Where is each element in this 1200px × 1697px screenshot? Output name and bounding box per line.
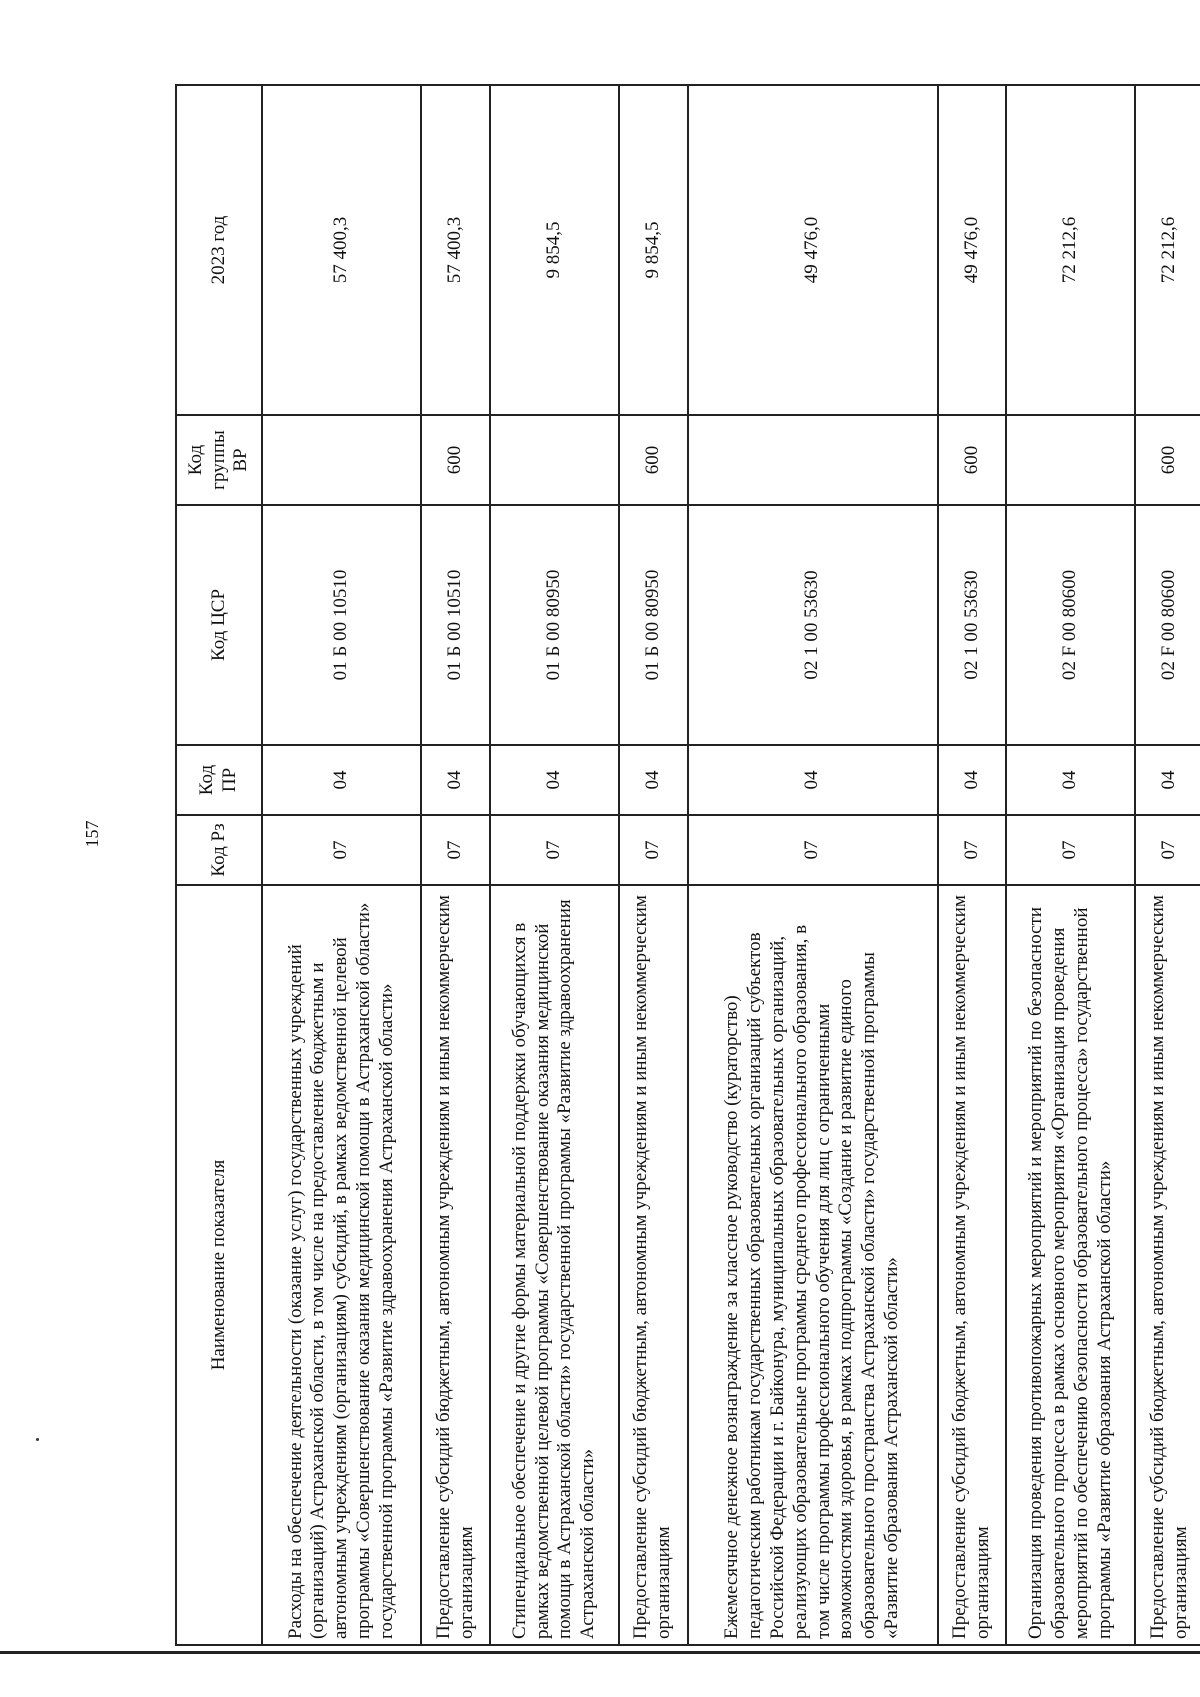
row-pr: 04 — [490, 745, 619, 815]
row-name: Стипендиальное обеспечение и другие формы материальной поддержки обучающихся в рамках ведомственной целевой программы «Совершенствование оказания медицинской помощи в Астраханской области» государственной программы «Развитие здравоохранения Астраханской области» — [490, 885, 619, 1645]
row-csr: 01 Б 00 80950 — [490, 505, 619, 745]
table-row — [262, 85, 421, 1645]
page-number: 157 — [82, 820, 102, 848]
scan-edge-line — [0, 1651, 1200, 1654]
row-pr: 04 — [938, 745, 1007, 815]
row-pr: 04 — [262, 745, 421, 815]
row-sum: 72 212,6 — [1006, 85, 1135, 415]
row-sum: 57 400,3 — [421, 85, 490, 415]
row-rz: 07 — [262, 815, 421, 885]
table-row — [938, 85, 1007, 1645]
header-rz: Код Рз — [176, 815, 262, 885]
row-name: Предоставление субсидий бюджетным, автономным учреждениям и иным некоммерческим организациям — [421, 885, 490, 1645]
row-vr: 600 — [1135, 415, 1200, 505]
table-row — [1006, 85, 1135, 1645]
row-pr: 04 — [421, 745, 490, 815]
row-rz: 07 — [421, 815, 490, 885]
header-pr: Код ПР — [176, 745, 262, 815]
row-vr: 600 — [938, 415, 1007, 505]
table-row — [619, 85, 688, 1645]
row-vr — [1006, 415, 1135, 505]
row-name: Предоставление субсидий бюджетным, автономным учреждениям и иным некоммерческим организациям — [938, 885, 1007, 1645]
header-sum: 2023 год — [176, 85, 262, 415]
row-csr: 02 F 00 80600 — [1006, 505, 1135, 745]
row-csr: 01 Б 00 10510 — [262, 505, 421, 745]
row-pr: 04 — [1135, 745, 1200, 815]
row-csr: 01 Б 00 80950 — [619, 505, 688, 745]
row-vr — [490, 415, 619, 505]
header-name: Наименование показателя — [176, 885, 262, 1645]
row-pr: 04 — [619, 745, 688, 815]
row-csr: 02 F 00 80600 — [1135, 505, 1200, 745]
row-rz: 07 — [619, 815, 688, 885]
row-rz: 07 — [938, 815, 1007, 885]
row-csr: 01 Б 00 10510 — [421, 505, 490, 745]
row-vr: 600 — [421, 415, 490, 505]
row-rz: 07 — [1006, 815, 1135, 885]
table-row — [688, 85, 938, 1645]
row-name: Организация проведения противопожарных мероприятий и мероприятий по безопасности образовательного процесса в рамках основного мероприятия «Организация проведения мероприятий по обеспечению безопасности образовательного процесса» государственной программы «Развитие образования Астраханской области» — [1006, 885, 1135, 1645]
row-sum: 49 476,0 — [938, 85, 1007, 415]
row-name: Расходы на обеспечение деятельности (оказание услуг) государственных учреждений (организаций) Астраханской области, в том числе на предоставление бюджетным и автономным учреждениям (организациям) субсидий, в рамках ведомственной целевой программы «Совершенствование оказания медицинской помощи в Астраханской области» государственной программы «Развитие здравоохранения Астраханской области» — [262, 885, 421, 1645]
row-name: Ежемесячное денежное вознаграждение за классное руководство (кураторство) педагогическим работникам государственных образовательных организаций субъектов Российской Федерации и г. Байконура, муниципальных образовательных организаций, реализующих образовательные программы среднего профессионального образования, в том числе программы профессионального обучения для лиц с ограниченными возможностями здоровья, в рамках подпрограммы «Создание и развитие единого образовательного пространства Астраханской области» государственной программы «Развитие образования Астраханской области» — [688, 885, 938, 1645]
row-vr — [688, 415, 938, 505]
row-rz: 07 — [490, 815, 619, 885]
table-header-row — [176, 85, 262, 1645]
budget-table — [175, 84, 1200, 1646]
row-csr: 02 1 00 53630 — [938, 505, 1007, 745]
row-csr: 02 1 00 53630 — [688, 505, 938, 745]
row-pr: 04 — [688, 745, 938, 815]
table-row — [490, 85, 619, 1645]
row-rz: 07 — [1135, 815, 1200, 885]
row-rz: 07 — [688, 815, 938, 885]
row-pr: 04 — [1006, 745, 1135, 815]
header-csr: Код ЦСР — [176, 505, 262, 745]
row-sum: 9 854,5 — [619, 85, 688, 415]
scan-speck — [36, 1438, 39, 1441]
header-vr: Код группы ВР — [176, 415, 262, 505]
row-sum: 9 854,5 — [490, 85, 619, 415]
row-vr — [262, 415, 421, 505]
row-vr: 600 — [619, 415, 688, 505]
row-name: Предоставление субсидий бюджетным, автономным учреждениям и иным некоммерческим организациям — [1135, 885, 1200, 1645]
table-row — [421, 85, 490, 1645]
rotated-table-area — [175, 86, 1200, 1646]
row-name: Предоставление субсидий бюджетным, автономным учреждениям и иным некоммерческим организациям — [619, 885, 688, 1645]
table-row — [1135, 85, 1200, 1645]
row-sum: 72 212,6 — [1135, 85, 1200, 415]
rotated-table-container — [175, 86, 1200, 1646]
row-sum: 49 476,0 — [688, 85, 938, 415]
row-sum: 57 400,3 — [262, 85, 421, 415]
